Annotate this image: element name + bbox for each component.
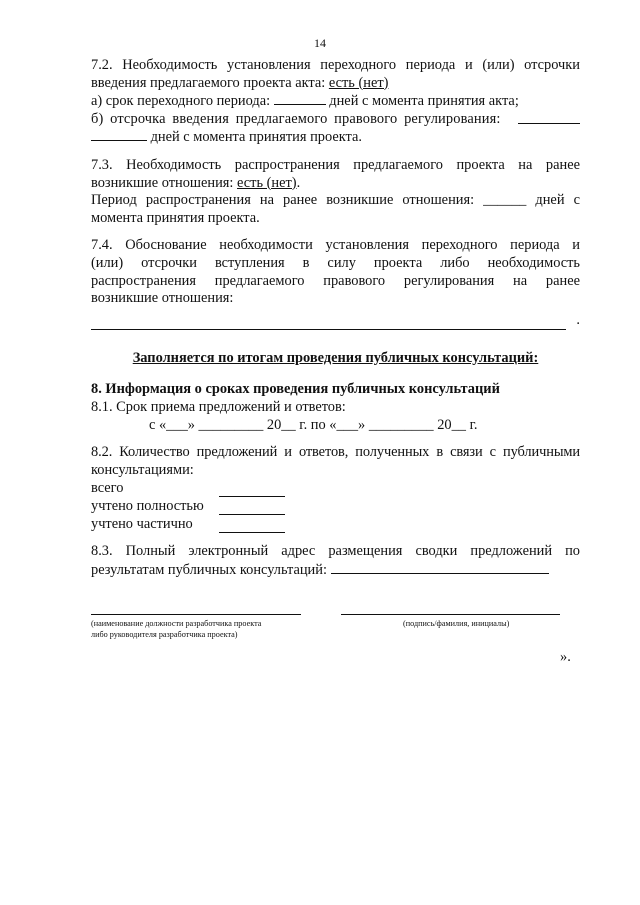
s74-end: . bbox=[576, 312, 580, 329]
consultation-heading: Заполняется по итогам проведения публичных консультаций: bbox=[132, 349, 539, 366]
s72-b bbox=[91, 111, 580, 129]
s74-line4: возникшие отношения: bbox=[91, 290, 234, 307]
s73-line2 bbox=[91, 175, 580, 193]
page-number: 14 bbox=[314, 36, 326, 50]
signature-caption: (подпись/фамилия, инициалы) bbox=[403, 619, 510, 628]
section-7-3 bbox=[91, 157, 580, 227]
position-caption-line2: либо руководителя разработчика проекта) bbox=[91, 629, 238, 639]
tally-total-blank[interactable] bbox=[219, 484, 285, 497]
tally-total-label: всего bbox=[91, 479, 124, 496]
s82-line2: консультациями: bbox=[91, 461, 194, 478]
s72-a-blank[interactable] bbox=[274, 92, 326, 105]
tally-total bbox=[91, 479, 580, 497]
closing-quote: ». bbox=[560, 649, 571, 665]
s73-line2-text: возникшие отношения: bbox=[91, 174, 238, 191]
position-line[interactable] bbox=[91, 614, 301, 615]
position-caption-line1: (наименование должности разработчика проекта bbox=[91, 619, 262, 628]
s73-line2-end: . bbox=[296, 174, 301, 191]
s72-b-blank[interactable] bbox=[518, 111, 580, 124]
s74-answer-blank[interactable] bbox=[91, 317, 566, 330]
s73-line3: Период распространения на ранее возникшие отношения: ______ дней с bbox=[91, 192, 580, 209]
s74-answer-line bbox=[91, 312, 580, 330]
s72-b-tail: дней с момента принятия проекта. bbox=[147, 129, 362, 146]
position-caption bbox=[91, 619, 331, 640]
signature-line[interactable] bbox=[341, 614, 560, 615]
s73-yes-no: есть (нет) bbox=[237, 174, 297, 191]
tally-partial-blank[interactable] bbox=[219, 520, 285, 533]
form-body bbox=[91, 57, 580, 579]
s74-line1: 7.4. Обоснование необходимости установления переходного периода и bbox=[91, 237, 580, 254]
tally-full bbox=[91, 497, 580, 515]
s82-line1: 8.2. Количество предложений и ответов, полученных в связи с публичными bbox=[91, 444, 580, 461]
s81-label: 8.1. Срок приема предложений и ответов: bbox=[91, 398, 346, 415]
s72-line2 bbox=[91, 75, 580, 93]
s83-line1: 8.3. Полный электронный адрес размещения сводки предложений по bbox=[91, 543, 580, 560]
s72-yes-no: есть (нет) bbox=[328, 74, 389, 91]
s74-line3: распространения предлагаемого правового регулирования на ранее bbox=[91, 272, 580, 289]
s72-a bbox=[91, 92, 580, 111]
s72-a-label: а) срок переходного периода: bbox=[91, 93, 274, 110]
tally-full-label: учтено полностью bbox=[91, 497, 204, 514]
s8-title: 8. Информация о сроках проведения публичных консультаций bbox=[91, 381, 500, 398]
s72-b-cont bbox=[91, 128, 580, 147]
s83-line2-text: результатам публичных консультаций: bbox=[91, 561, 331, 578]
s73-line1: 7.3. Необходимость распространения предлагаемого проекта на ранее bbox=[91, 156, 580, 173]
s72-b-days-blank[interactable] bbox=[91, 128, 147, 141]
s81-period: с «___» _________ 20__ г. по «___» _________ 20__ г. bbox=[149, 416, 478, 433]
tally-partial-label: учтено частично bbox=[91, 515, 193, 532]
section-7-2 bbox=[91, 57, 580, 147]
s83-address-blank[interactable] bbox=[331, 561, 549, 574]
s72-line1: 7.2. Необходимость установления переходного периода и (или) отсрочки bbox=[91, 57, 580, 73]
section-8 bbox=[91, 381, 580, 579]
s72-b-label: б) отсрочка введения предлагаемого правового регулирования: bbox=[91, 110, 501, 127]
tally-partial bbox=[91, 515, 580, 533]
s73-line4: момента принятия проекта. bbox=[91, 209, 260, 226]
s74-line2: (или) отсрочки вступления в силу проекта либо необходимость bbox=[91, 254, 580, 271]
signature-block bbox=[91, 614, 580, 674]
s72-a-tail: дней с момента принятия акта; bbox=[325, 93, 519, 110]
s83-line2 bbox=[91, 561, 580, 580]
s72-line2-text: введения предлагаемого проекта акта: bbox=[91, 74, 329, 91]
section-7-4 bbox=[91, 237, 580, 329]
tally-full-blank[interactable] bbox=[219, 502, 285, 515]
